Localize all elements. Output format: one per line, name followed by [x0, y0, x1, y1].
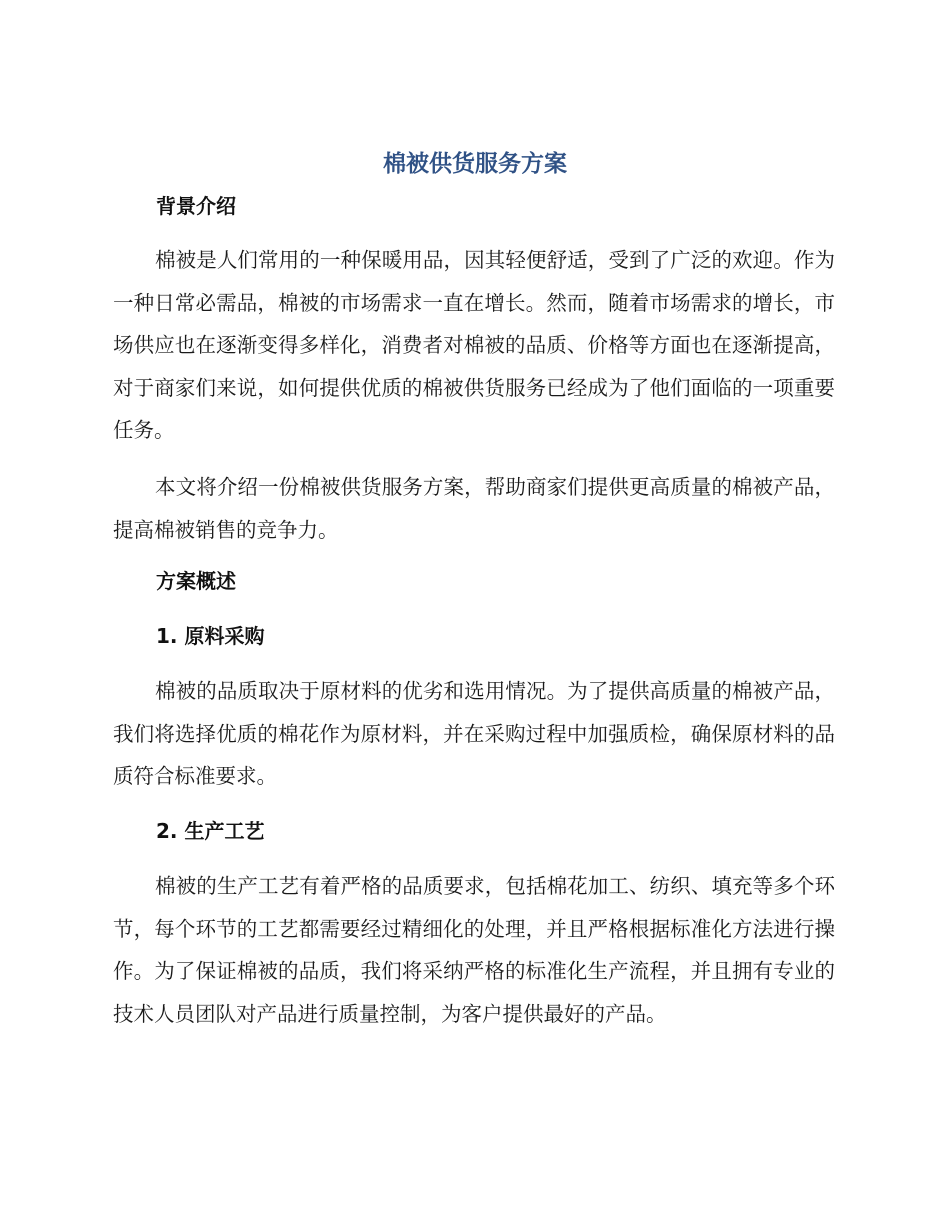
- section-heading-overview: 方案概述: [156, 569, 236, 593]
- section-heading-production: 2. 生产工艺: [156, 819, 265, 843]
- section-heading-raw-material: 1. 原料采购: [156, 624, 265, 648]
- paragraph-background-2: 本文将介绍一份棉被供货服务方案，帮助商家们提供更高质量的棉被产品，提高棉被销售的竞争力。: [113, 475, 835, 542]
- paragraph-raw-material: 棉被的品质取决于原材料的优劣和选用情况。为了提供高质量的棉被产品，我们将选择优质的棉花作为原材料，并在采购过程中加强质检，确保原材料的品质符合标准要求。: [113, 679, 835, 789]
- paragraph-background-1: 棉被是人们常用的一种保暖用品，因其轻便舒适，受到了广泛的欢迎。作为一种日常必需品，棉被的市场需求一直在增长。然而，随着市场需求的增长，市场供应也在逐渐变得多样化，消费者对棉被的品质、价格等方面也在逐渐提高，对于商家们来说，如何提供优质的棉被供货服务已经成为了他们面临的一项重要任务。: [113, 248, 835, 443]
- section-heading-background: 背景介绍: [156, 194, 236, 218]
- document-title: 棉被供货服务方案: [383, 151, 567, 177]
- paragraph-production: 棉被的生产工艺有着严格的品质要求，包括棉花加工、纺织、填充等多个环节，每个环节的工艺都需要经过精细化的处理，并且严格根据标准化方法进行操作。为了保证棉被的品质，我们将采纳严格的标准化生产流程，并且拥有专业的技术人员团队对产品进行质量控制，为客户提供最好的产品。: [113, 874, 835, 1026]
